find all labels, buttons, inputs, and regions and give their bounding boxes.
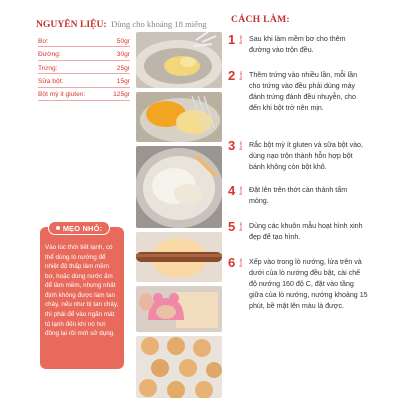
ingredient-name: Bơ: [38, 37, 49, 45]
photo-baked-cookies [136, 336, 222, 398]
ingredient-qty: 30gr [116, 51, 130, 59]
tips-box [40, 223, 124, 369]
ingredient-row [38, 61, 130, 74]
step-3 [228, 140, 368, 173]
step-text: Sau khi làm mềm bơ cho thêm đường vào trộn đều. [249, 35, 346, 54]
step-5 [228, 221, 368, 243]
ingredient-name: Đường: [38, 51, 61, 59]
photo-cookie-cutter [136, 286, 222, 332]
step-label: Bước [239, 35, 243, 44]
ingredient-qty: 15gr [116, 77, 130, 85]
ingredient-name: Bột mỳ it gluten: [38, 91, 86, 99]
photo-strip [136, 32, 222, 368]
ingredient-qty: 50gr [116, 37, 130, 45]
step-label: Bước [239, 141, 243, 150]
ingredients-subtitle: Dùng cho khoảng 18 miếng [111, 19, 207, 29]
step-2 [228, 70, 368, 114]
step-label: Bước [239, 71, 243, 80]
step-text: Rắc bột mỳ ít gluten và sữa bột vào, dùng nạo trộn thành hỗn hợp bột bánh không còn bột khô. [249, 141, 363, 171]
bullet-icon [56, 226, 60, 230]
step-number: 6 [228, 255, 236, 270]
ingredient-row [38, 74, 130, 87]
ingredient-qty: 125gr [113, 91, 130, 99]
step-number: 3 [228, 138, 236, 153]
step-number: 4 [228, 183, 236, 198]
step-number: 1 [228, 32, 236, 47]
step-label: Bước [239, 258, 243, 267]
method-title: CÁCH LÀM: [231, 14, 290, 25]
ingredient-qty: 25gr [116, 64, 130, 72]
step-text: Xếp vào trong lò nướng, lửa trên và dưới của lò nướng đều bật, cài chế độ nướng 160 độ C, đặt vào tầng giữa của lò nướng, nướng khoảng 15 phút, bề mặt lên màu là được. [249, 258, 368, 310]
step-number: 2 [228, 68, 236, 83]
ingredient-name: Sữa bột: [38, 77, 64, 85]
step-text: Đặt lên trên thớt cán thành tấm mỏng. [249, 186, 348, 205]
step-label: Bước [239, 186, 243, 195]
step-1 [228, 34, 368, 56]
step-number: 5 [228, 219, 236, 234]
photo-butter-sugar [136, 32, 222, 88]
ingredients-header [36, 14, 207, 32]
photo-eggs [136, 92, 222, 142]
tips-title: MẸO NHỎ: [62, 223, 103, 233]
step-text: Thêm trứng vào nhiều lần, mỗi lần cho trứng vào đều phải dùng máy đánh trứng đánh đều nhuyễn, cho đến khi bột trở nên mịn. [249, 71, 358, 112]
tips-badge [48, 221, 110, 235]
ingredient-row [38, 34, 130, 47]
step-text: Dùng các khuôn mẫu hoạt hình xinh đẹp để tạo hình. [249, 222, 363, 241]
step-6 [228, 257, 368, 312]
ingredient-row [38, 47, 130, 60]
ingredients-title: NGUYÊN LIỆU: [36, 19, 107, 30]
tips-text: Vào lúc thời tiết lạnh, có thể dùng lò nướng để nhiệt độ thấp làm mềm bơ, hoặc dùng nước ấm để làm mềm, nhưng nhất định không được làm tan chảy, nếu như bị tan chảy, thì phải để vào ngăn mát tủ lạnh đến khi nó hơi đông lại rồi mới sử dụng. [45, 244, 119, 338]
ingredients-table [38, 34, 130, 101]
ingredient-name: Trứng: [38, 64, 58, 72]
step-4 [228, 185, 368, 207]
step-label: Bước [239, 222, 243, 231]
ingredient-row [38, 88, 130, 101]
photo-flour-mix [136, 146, 222, 228]
photo-rolling-dough [136, 232, 222, 282]
